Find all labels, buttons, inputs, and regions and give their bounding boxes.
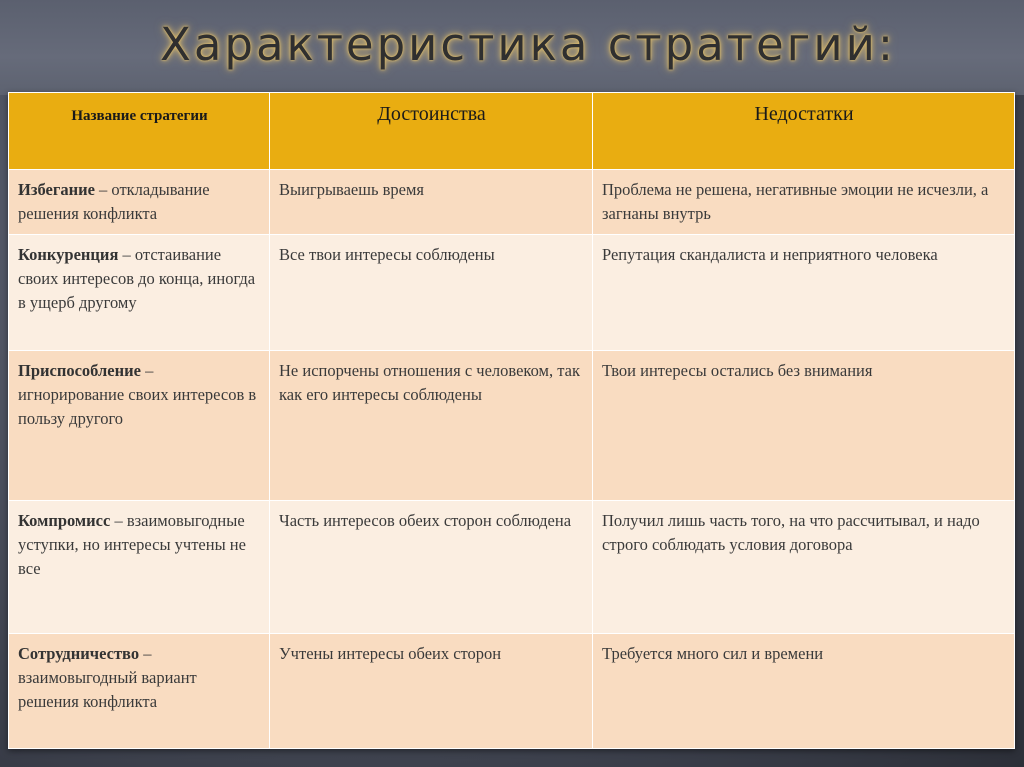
table-row — [9, 350, 1015, 500]
header-disadvantages: Недостатки — [593, 93, 1015, 170]
header-advantages: Достоинства — [270, 93, 593, 170]
strategy-description: откладывание решения конфликта — [18, 180, 210, 223]
table-row — [9, 634, 1015, 749]
disadvantages-cell: Получил лишь часть того, на что рассчитывал, и надо строго соблюдать условия договора — [593, 500, 1015, 634]
strategy-name: Приспособление — [18, 360, 141, 380]
table-row — [9, 170, 1015, 235]
strategy-name: Избегание — [18, 180, 95, 199]
table-header-row — [9, 93, 1015, 170]
disadvantages-cell: Репутация скандалиста и неприятного человека — [593, 235, 1015, 351]
strategy-cell: Сотрудничество – взаимовыгодный вариант решения конфликта — [9, 634, 270, 749]
table-row — [9, 235, 1015, 351]
disadvantages-cell: Проблема не решена, негативные эмоции не исчезли, а загнаны внутрь — [593, 170, 1015, 235]
advantages-cell: Часть интересов обеих сторон соблюдена — [270, 500, 593, 634]
advantages-cell: Учтены интересы обеих сторон — [270, 634, 593, 749]
advantages-cell: Не испорчены отношения с человеком, так как его интересы соблюдены — [270, 350, 593, 500]
strategy-cell: Компромисс – взаимовыгодные уступки, но интересы учтены не все — [9, 500, 270, 634]
strategy-description: взаимовыгодный вариант решения конфликта — [18, 668, 197, 712]
strategy-description: взаимовыгодные уступки, но интересы учтены не все — [18, 510, 246, 578]
strategy-cell: Приспособление – игнорирование своих интересов в пользу другого — [9, 350, 270, 500]
header-strategy-name: Название стратегии — [9, 93, 270, 170]
strategy-table — [8, 92, 1015, 749]
strategy-cell: Избегание – откладывание решения конфликта — [9, 170, 270, 235]
advantages-cell: Все твои интересы соблюдены — [270, 235, 593, 351]
strategy-description: отстаивание своих интересов до конца, иногда в ущерб другому — [18, 245, 256, 313]
strategy-name: Сотрудничество — [18, 644, 140, 664]
strategy-cell: Конкуренция – отстаивание своих интересов до конца, иногда в ущерб другому — [9, 235, 270, 351]
advantages-cell: Выигрываешь время — [270, 170, 593, 235]
strategy-description: игнорирование своих интересов в пользу другого — [18, 384, 257, 428]
disadvantages-cell: Твои интересы остались без внимания — [593, 350, 1015, 500]
disadvantages-cell: Требуется много сил и времени — [593, 634, 1015, 749]
strategy-name: Компромисс — [18, 510, 111, 530]
table-row — [9, 500, 1015, 634]
slide-title: Характеристика стратегий: — [160, 18, 896, 71]
strategy-name: Конкуренция — [18, 245, 119, 265]
